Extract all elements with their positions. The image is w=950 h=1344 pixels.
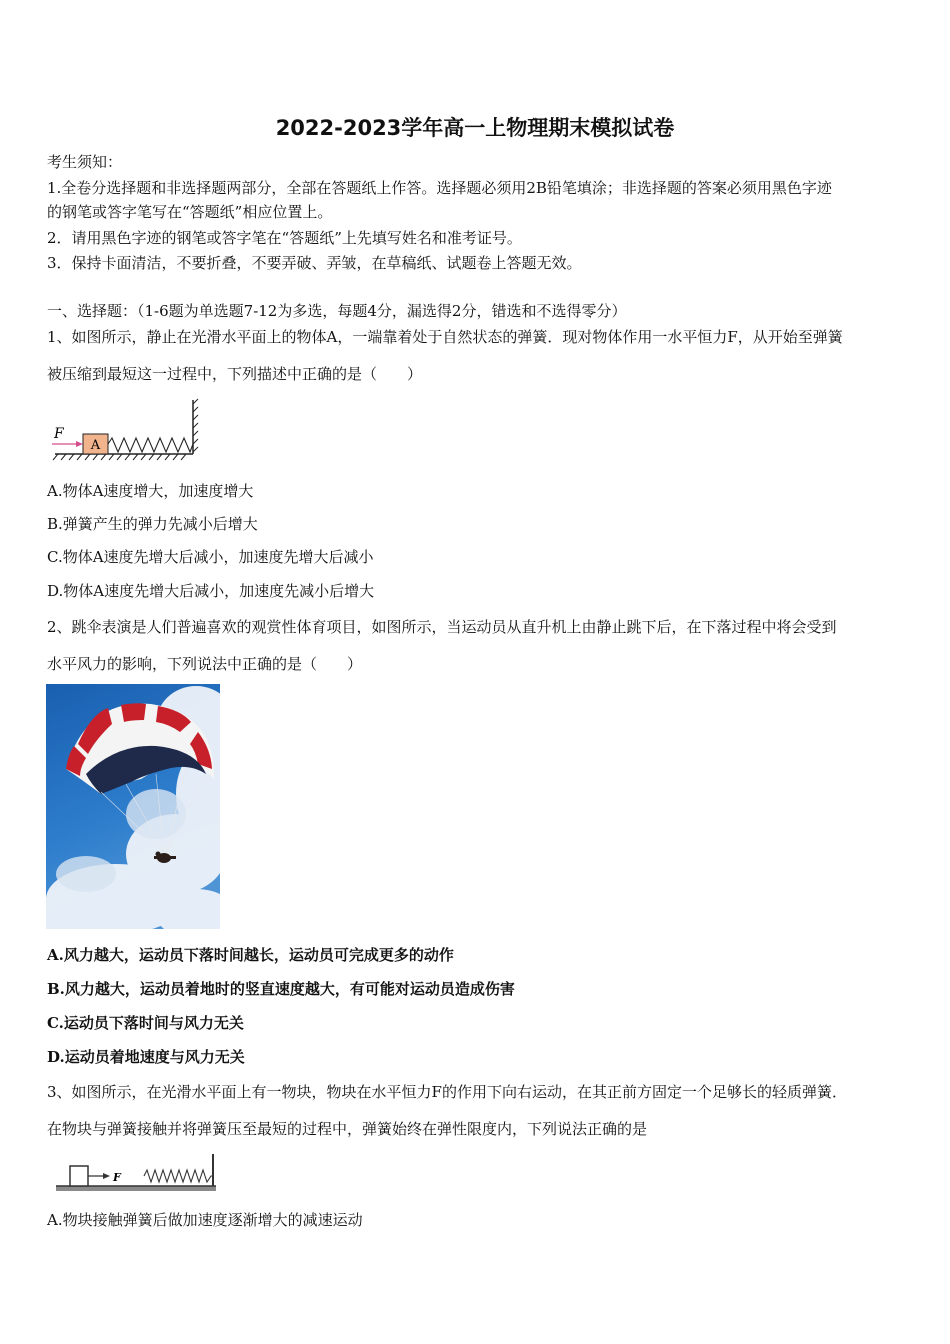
option-a[interactable]: A.物体A速度增大，加速度增大 <box>47 482 254 500</box>
question-1-stem: 被压缩到最短这一过程中，下列描述中正确的是（ ） <box>47 365 423 383</box>
force-label: F <box>54 426 64 442</box>
force-label: F <box>113 1171 121 1184</box>
option-d[interactable]: D.物体A速度先增大后减小，加速度先减小后增大 <box>47 582 375 600</box>
notice-item: 2．请用黑色字迹的钢笔或答字笔在“答题纸”上先填写姓名和准考证号。 <box>47 229 522 247</box>
option-c[interactable]: C.运动员下落时间与风力无关 <box>47 1014 244 1032</box>
block <box>70 1166 88 1186</box>
parachute-photo <box>46 684 220 929</box>
option-b[interactable]: B.风力越大，运动员着地时的竖直速度越大，有可能对运动员造成伤害 <box>47 980 515 998</box>
notice-item: 的钢笔或答字笔写在“答题纸”相应位置上。 <box>47 203 333 221</box>
question-2-stem: 2、跳伞表演是人们普遍喜欢的观赏性体育项目，如图所示，当运动员从直升机上由静止跳下后，在下落过程中将会受到 <box>47 618 837 636</box>
spring <box>108 438 193 452</box>
question-1-stem: 1、如图所示，静止在光滑水平面上的物体A，一端靠着处于自然状态的弹簧．现对物体作用一水平恒力F，从开始至弹簧 <box>47 328 843 346</box>
notice-item: 3．保持卡面清洁，不要折叠，不要弄破、弄皱，在草稿纸、试题卷上答题无效。 <box>47 254 582 272</box>
option-a[interactable]: A.物块接触弹簧后做加速度逐渐增大的减速运动 <box>47 1211 363 1229</box>
option-c[interactable]: C.物体A速度先增大后减小，加速度先增大后减小 <box>47 548 374 566</box>
page-title: 2022-2023学年高一上物理期末模拟试卷 <box>275 116 675 140</box>
block-spring-figure-1 <box>50 396 200 464</box>
option-a[interactable]: A.风力越大，运动员下落时间越长，运动员可完成更多的动作 <box>47 946 454 964</box>
option-b[interactable]: B.弹簧产生的弹力先减小后增大 <box>47 515 258 533</box>
question-2-stem: 水平风力的影响，下列说法中正确的是（ ） <box>47 655 363 673</box>
block-spring-figure-3 <box>46 1150 218 1198</box>
section-heading: 一、选择题：（1-6题为单选题7-12为多选，每题4分，漏选得2分，错选和不选得零分） <box>47 302 627 320</box>
notice-heading: 考生须知： <box>47 153 123 171</box>
question-3-stem: 3、如图所示，在光滑水平面上有一物块，物块在水平恒力F的作用下向右运动，在其正前方固定一个足够长的轻质弹簧． <box>47 1083 847 1101</box>
block-label: A <box>90 438 101 453</box>
spring <box>144 1170 213 1182</box>
option-d[interactable]: D.运动员着地速度与风力无关 <box>47 1048 245 1066</box>
notice-item: 1.全卷分选择题和非选择题两部分，全部在答题纸上作答。选择题必须用2B铅笔填涂；非选择题的答案必须用黑色字迹 <box>47 179 832 197</box>
question-3-stem: 在物块与弹簧接触并将弹簧压至最短的过程中，弹簧始终在弹性限度内，下列说法正确的是 <box>47 1120 648 1138</box>
